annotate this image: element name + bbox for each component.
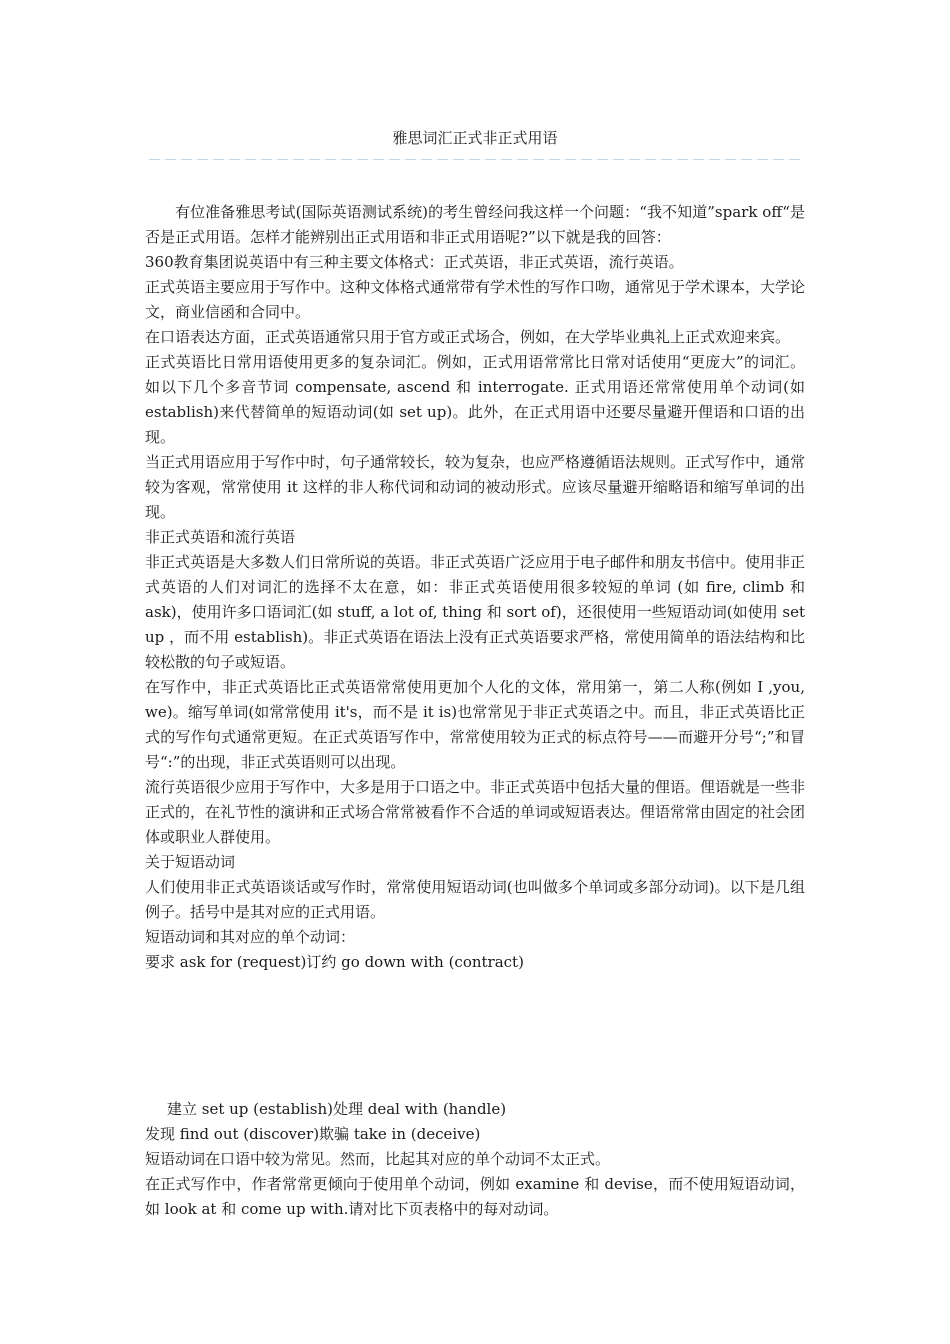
paragraph: 在写作中，非正式英语比正式英语常常使用更加个人化的文体，常用第一，第二人称(例如 I ,you, we)。缩写单词(如常常使用 it's，而不是 it is)也常常见于非正式英语之中。而且，非正式英语比正式的写作句式通常更短。在正式英语写作中，常常使用较为正式的标点符号——而避开分号“;”和冒号“:”的出现，非正式英语则可以出现。	[145, 678, 805, 771]
body-text-bottom	[145, 1097, 805, 1222]
section-heading: 非正式英语和流行英语	[145, 528, 296, 546]
paragraph: 短语动词在口语中较为常见。然而，比起其对应的单个动词不太正式。	[145, 1150, 611, 1168]
paragraph: 人们使用非正式英语谈话或写作时，常常使用短语动词(也叫做多个单词或多部分动词)。以下是几组例子。括号中是其对应的正式用语。	[145, 878, 805, 921]
paragraph: 在口语表达方面，正式英语通常只用于官方或正式场合，例如，在大学毕业典礼上正式欢迎来宾。	[145, 328, 791, 346]
paragraph: 正式英语比日常用语使用更多的复杂词汇。例如，正式用语常常比日常对话使用“更庞大”的词汇。如以下几个多音节词 compensate, ascend 和 interrogate. 正式用语还常常使用单个动词(如 establish)来代替简单的短语动词(如 set up)。此外，在正式用语中还要尽量避开俚语和口语的出现。	[145, 353, 805, 446]
example-line: 建立 set up (establish)处理 deal with (handle)	[167, 1100, 507, 1118]
paragraph: 非正式英语是大多数人们日常所说的英语。非正式英语广泛应用于电子邮件和朋友书信中。使用非正式英语的人们对词汇的选择不太在意，如：非正式英语使用很多较短的单词 (如 fire, climb 和 ask)，使用许多口语词汇(如 stuff, a lot of, thing 和 sort of)，还很使用一些短语动词(如使用 set up ，而不用 establish)。非正式英语在语法上没有正式英语要求严格，常使用简单的语法结构和比较松散的句子或短语。	[145, 553, 806, 671]
paragraph: 当正式用语应用于写作中时，句子通常较长，较为复杂，也应严格遵循语法规则。正式写作中，通常较为客观，常常使用 it 这样的非人称代词和动词的被动形式。应该尽量避开缩略语和缩写单词的出现。	[145, 453, 806, 521]
paragraph: 在正式写作中，作者常常更倾向于使用单个动词，例如 examine 和 devise，而不使用短语动词，如 look at 和 come up with.请对比下页表格中的每对动词。	[145, 1175, 805, 1218]
paragraph: 流行英语很少应用于写作中，大多是用于口语之中。非正式英语中包括大量的俚语。俚语就是一些非正式的，在礼节性的演讲和正式场合常常被看作不合适的单词或短语表达。俚语常常由固定的社会团体或职业人群使用。	[145, 778, 806, 846]
example-line: 要求 ask for (request)订约 go down with (contract)	[145, 953, 524, 971]
document-title: 雅思词汇正式非正式用语	[392, 129, 558, 147]
paragraph: 短语动词和其对应的单个动词：	[145, 928, 356, 946]
title-divider: －－－－－－－－－－－－－－－－－－－－－－－－－－－－－－－－－－－－－－－－－	[146, 152, 803, 168]
paragraph: 360教育集团说英语中有三种主要文体格式：正式英语，非正式英语，流行英语。	[145, 253, 684, 271]
example-line: 发现 find out (discover)欺骗 take in (deceive)	[145, 1125, 481, 1143]
section-heading: 关于短语动词	[145, 853, 236, 871]
paragraph-intro: 有位准备雅思考试(国际英语测试系统)的考生曾经问我这样一个问题：“我不知道”spark off“是否是正式用语。怎样才能辨别出正式用语和非正式用语呢?”以下就是我的回答：	[145, 203, 805, 246]
paragraph: 正式英语主要应用于写作中。这种文体格式通常带有学术性的写作口吻，通常见于学术课本，大学论文，商业信函和合同中。	[145, 278, 806, 321]
body-text-top	[145, 200, 805, 975]
